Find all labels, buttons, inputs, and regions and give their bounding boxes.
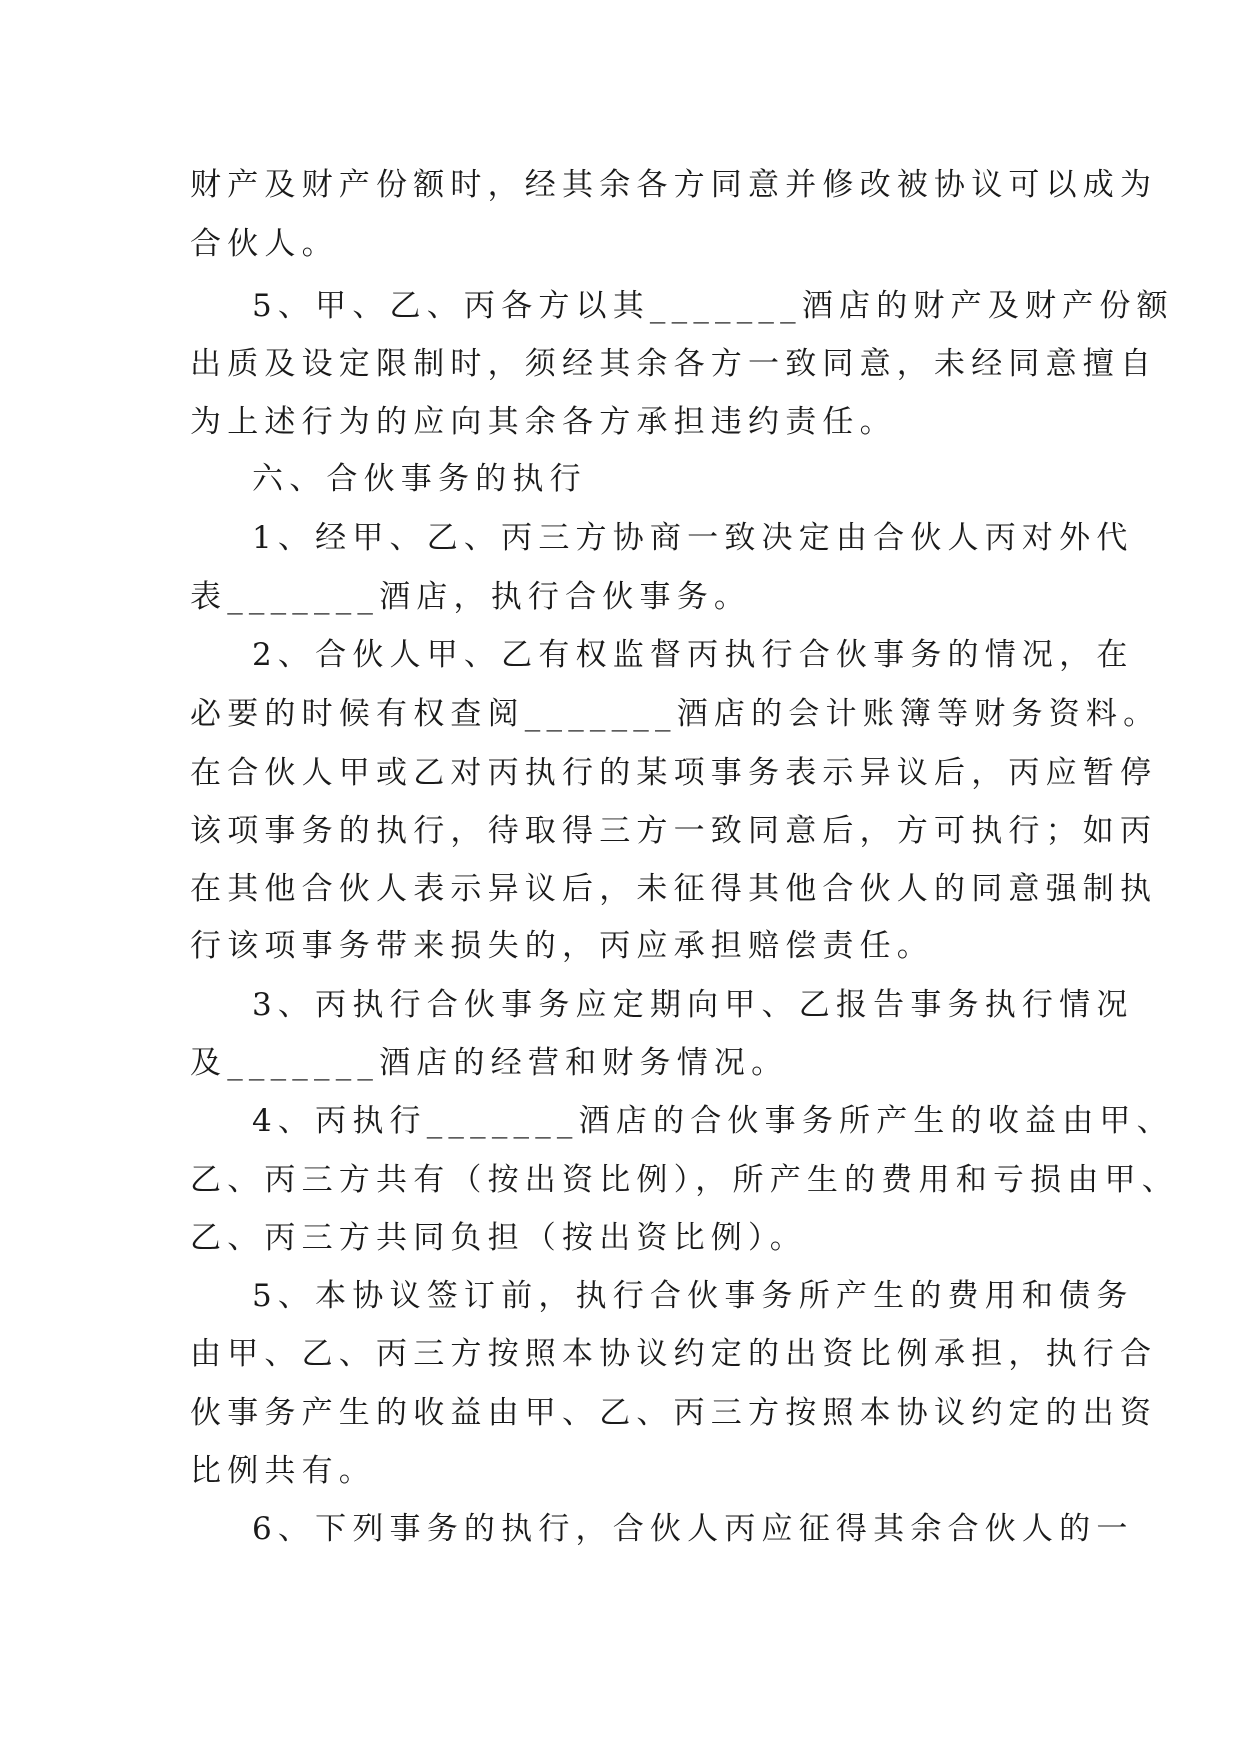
text-line: 为上述行为的应向其余各方承担违约责任。: [190, 404, 897, 440]
text-line: 及_______酒店的经营和财务情况。: [190, 1045, 789, 1081]
text-line: 乙、丙三方共有（按出资比例），所产生的费用和亏损由甲、: [190, 1162, 1179, 1198]
text-line: 出质及设定限制时，须经其余各方一致同意，未经同意擅自: [190, 346, 1158, 382]
text-line: 财产及财产份额时，经其余各方同意并修改被协议可以成为: [190, 167, 1158, 203]
text-line: 合伙人。: [190, 226, 339, 262]
paragraph-start-line: 6、下列事务的执行，合伙人丙应征得其余合伙人的一: [252, 1511, 1134, 1547]
text-line: 必要的时候有权查阅_______酒店的会计账簿等财务资料。: [190, 696, 1161, 732]
text-line: 比例共有。: [190, 1453, 376, 1489]
text-line: 在其他合伙人表示异议后，未征得其他合伙人的同意强制执: [190, 871, 1158, 907]
text-line: 行该项事务带来损失的，丙应承担赔偿责任。: [190, 928, 934, 964]
paragraph-start-line: 5、本协议签订前，执行合伙事务所产生的费用和债务: [252, 1278, 1134, 1314]
text-line: 在合伙人甲或乙对丙执行的某项事务表示异议后，丙应暂停: [190, 755, 1158, 791]
text-line: 该项事务的执行，待取得三方一致同意后，方可执行；如丙: [190, 813, 1158, 849]
paragraph-start-line: 5、甲、乙、丙各方以其_______酒店的财产及财产份额: [252, 288, 1174, 324]
paragraph-start-line: 1、经甲、乙、丙三方协商一致决定由合伙人丙对外代: [252, 520, 1134, 556]
text-line: 由甲、乙、丙三方按照本协议约定的出资比例承担，执行合: [190, 1336, 1158, 1372]
text-line: 表_______酒店，执行合伙事务。: [190, 579, 752, 615]
paragraph-start-line: 2、合伙人甲、乙有权监督丙执行合伙事务的情况，在: [252, 637, 1134, 673]
text-line: 乙、丙三方共同负担（按出资比例）。: [190, 1220, 807, 1256]
text-line: 伙事务产生的收益由甲、乙、丙三方按照本协议约定的出资: [190, 1395, 1158, 1431]
paragraph-start-line: 4、丙执行_______酒店的合伙事务所产生的收益由甲、: [252, 1103, 1174, 1139]
paragraph-start-line: 3、丙执行合伙事务应定期向甲、乙报告事务执行情况: [252, 987, 1134, 1023]
section-heading: 六、合伙事务的执行: [252, 461, 587, 497]
